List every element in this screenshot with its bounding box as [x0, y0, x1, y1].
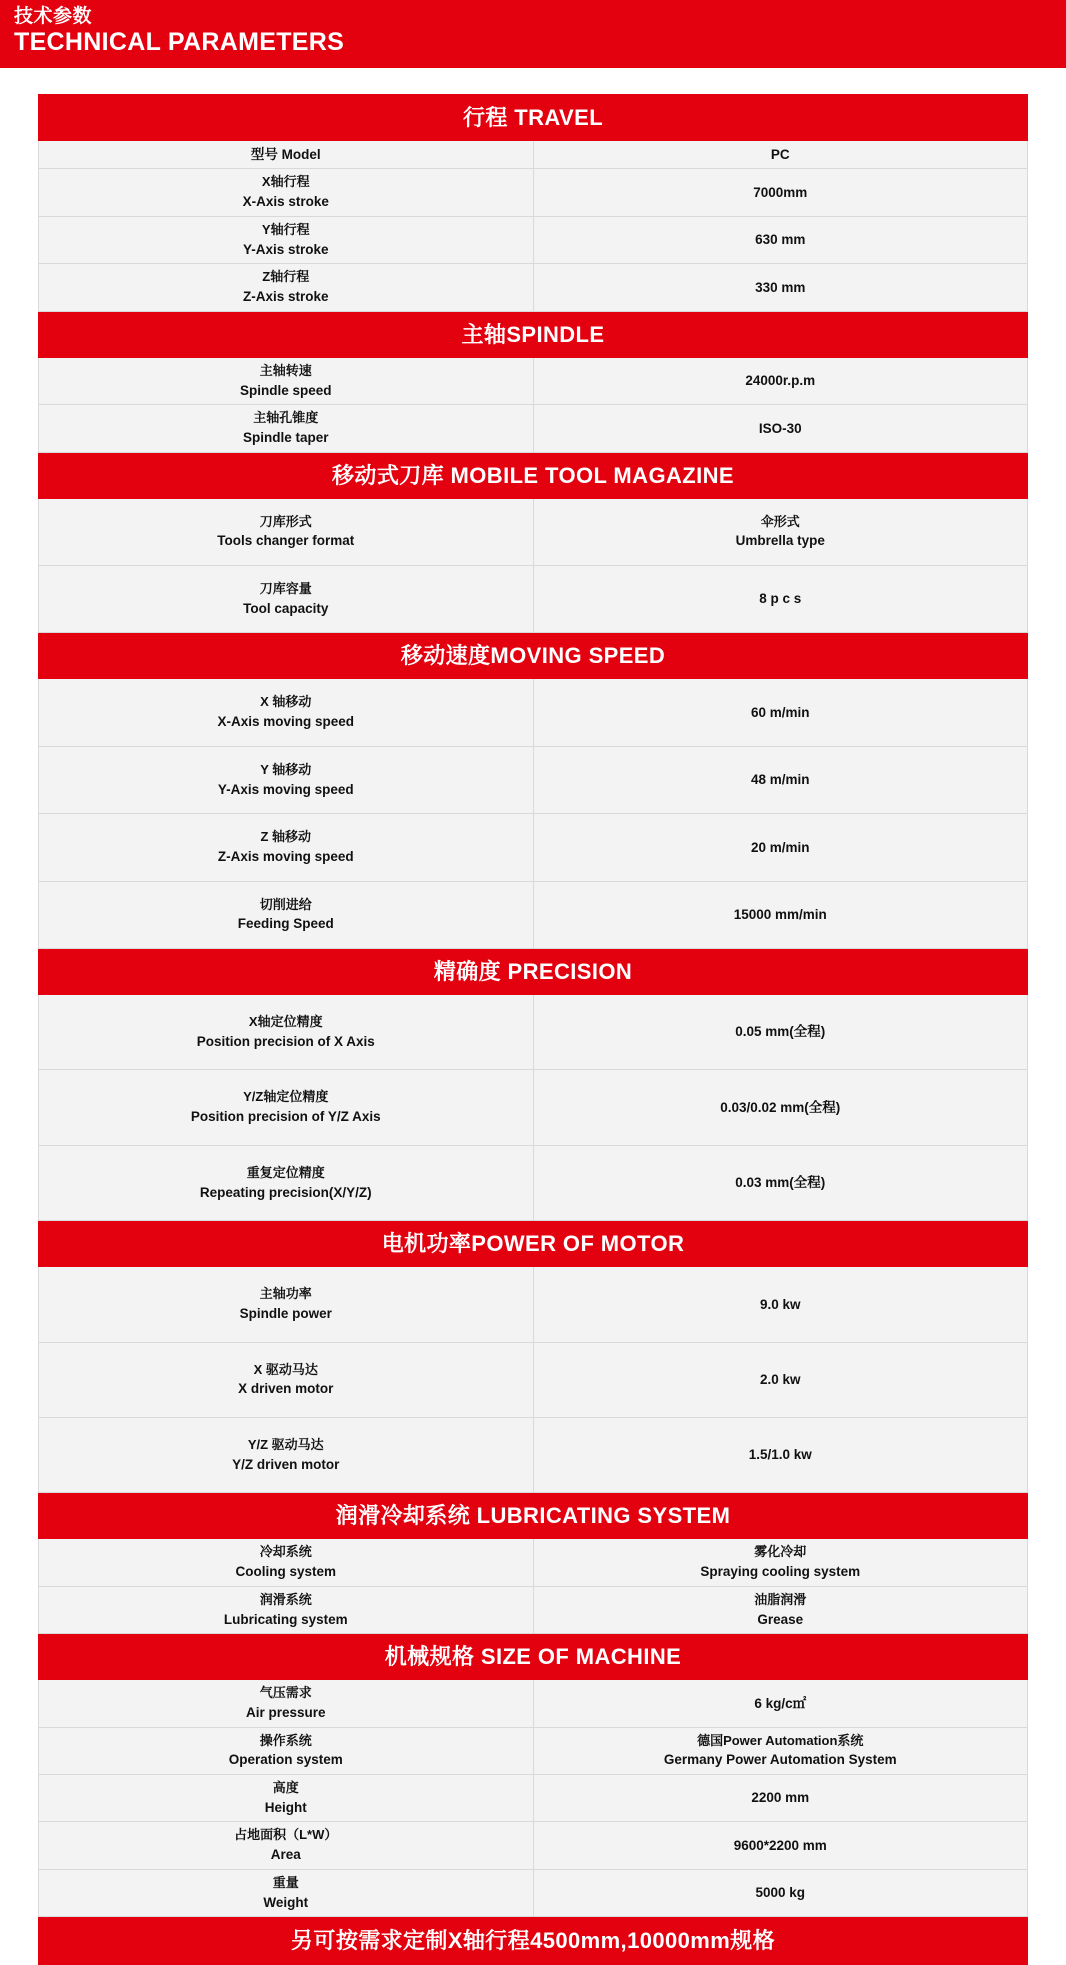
spec-label-cn: X 驱动马达 — [253, 1361, 318, 1377]
spec-label-cell — [39, 746, 534, 813]
section-header-label: 移动式刀库 MOBILE TOOL MAGAZINE — [39, 452, 1028, 498]
spec-label-cn: 气压需求 — [259, 1685, 312, 1701]
spec-value-en: Germany Power Automation System — [663, 1752, 897, 1768]
spec-label-cn: 切削进给 — [259, 896, 312, 912]
spec-value-cell — [533, 1417, 1028, 1492]
spec-label-en: Spindle power — [239, 1306, 332, 1321]
spec-label-cn: 重复定位精度 — [246, 1164, 325, 1180]
spec-value-cn: 油脂润滑 — [754, 1591, 807, 1607]
section-header-row — [39, 94, 1028, 140]
spec-label-cn: 刀库容量 — [259, 580, 312, 596]
specifications-table-body — [39, 94, 1028, 1964]
spec-value-en: 6 kg/c㎡ — [754, 1695, 807, 1711]
spec-row — [39, 1417, 1028, 1492]
spec-label-en: Height — [264, 1799, 307, 1815]
spec-label-cell — [39, 498, 534, 565]
spec-label-en: Y-Axis moving speed — [217, 781, 354, 797]
section-header-row — [39, 1493, 1028, 1539]
spec-label-en: Repeating precision(X/Y/Z) — [199, 1184, 372, 1200]
spec-label-cn: 主轴孔锥度 — [253, 410, 319, 426]
specifications-table — [38, 94, 1028, 1965]
spec-value-en: 2.0 kw — [759, 1371, 801, 1387]
spec-row — [39, 1267, 1028, 1342]
spec-value-cell — [533, 814, 1028, 881]
section-header-row — [39, 633, 1028, 679]
spec-value-cell — [533, 1342, 1028, 1417]
spec-label-cn: 主轴转速 — [259, 362, 312, 378]
spec-label-cn: 占地面积（L*W） — [234, 1827, 338, 1843]
spec-row — [39, 140, 1028, 169]
spec-value-en: 7000mm — [753, 184, 808, 200]
spec-row — [39, 881, 1028, 948]
spec-value-en: 2200 mm — [751, 1790, 810, 1806]
spec-label-cell — [39, 1822, 534, 1869]
spec-row — [39, 169, 1028, 216]
spec-label-en: Cooling system — [235, 1564, 337, 1580]
spec-value-cell — [533, 405, 1028, 452]
spec-row — [39, 216, 1028, 263]
spec-label-cell — [39, 814, 534, 881]
spec-row — [39, 1680, 1028, 1727]
section-header-label: 主轴SPINDLE — [39, 311, 1028, 357]
spec-label-en: Air pressure — [245, 1705, 326, 1721]
spec-label-en: Y/Z driven motor — [232, 1456, 340, 1472]
spec-row — [39, 1070, 1028, 1145]
spec-label-cn: X 轴移动 — [260, 694, 312, 710]
spec-value-cell — [533, 565, 1028, 632]
spec-value-en: Spraying cooling system — [700, 1564, 861, 1580]
spec-label-cn: Y/Z 驱动马达 — [247, 1436, 324, 1452]
spec-row — [39, 746, 1028, 813]
spec-label-cell — [39, 1775, 534, 1822]
footer-note-label: 另可按需求定制X轴行程4500mm,10000mm规格 — [39, 1917, 1028, 1965]
spec-label-cn: 刀库形式 — [259, 513, 312, 529]
spec-row — [39, 814, 1028, 881]
spec-label-cell — [39, 1586, 534, 1633]
spec-value-cell — [533, 994, 1028, 1069]
spec-row — [39, 1539, 1028, 1586]
spec-value-cn: 雾化冷却 — [754, 1544, 807, 1560]
spec-label-en: Feeding Speed — [237, 916, 334, 932]
spec-row — [39, 565, 1028, 632]
spec-label-en: Area — [270, 1847, 301, 1863]
section-header-row — [39, 1221, 1028, 1267]
spec-label-cn: X轴定位精度 — [248, 1013, 323, 1029]
spec-value-cell — [533, 1822, 1028, 1869]
spec-row — [39, 679, 1028, 746]
spec-label-en: Z-Axis stroke — [242, 289, 329, 305]
spec-row — [39, 357, 1028, 404]
spec-value-cell — [533, 1145, 1028, 1220]
spec-value-cell — [533, 1680, 1028, 1727]
spec-label-cell — [39, 1070, 534, 1145]
section-header-label: 行程 TRAVEL — [39, 94, 1028, 140]
spec-label-cell — [39, 1145, 534, 1220]
page-title-en: TECHNICAL PARAMETERS — [14, 28, 345, 57]
spec-value-en: Grease — [757, 1611, 804, 1627]
spec-value-en: 630 mm — [755, 232, 806, 248]
spec-value-en: 0.05 mm(全程) — [735, 1024, 826, 1040]
page-header-banner — [0, 0, 1066, 68]
spec-value-cell — [533, 1775, 1028, 1822]
spec-label-en: Lubricating system — [223, 1611, 348, 1627]
spec-value-en: 9.0 kw — [759, 1296, 801, 1312]
spec-row — [39, 1145, 1028, 1220]
spec-label-cell — [39, 140, 534, 169]
spec-label-cell — [39, 264, 534, 311]
spec-value-cell — [533, 881, 1028, 948]
spec-label-cell — [39, 1727, 534, 1774]
spec-label-cn: Z轴行程 — [262, 269, 310, 285]
spec-label-cn: 冷却系统 — [259, 1544, 312, 1560]
spec-label-cn: 润滑系统 — [259, 1591, 312, 1607]
spec-value-cell — [533, 216, 1028, 263]
spec-label-cn: 重量 — [272, 1874, 299, 1890]
spec-value-en: 9600*2200 mm — [733, 1837, 827, 1853]
spec-value-en: 5000 kg — [755, 1885, 806, 1901]
spec-label-en: Operation system — [228, 1752, 343, 1768]
spec-label-cell — [39, 216, 534, 263]
spec-label-cn: X轴行程 — [261, 174, 310, 190]
section-header-label: 精确度 PRECISION — [39, 948, 1028, 994]
section-header-label: 移动速度MOVING SPEED — [39, 633, 1028, 679]
spec-value-en: 0.03/0.02 mm(全程) — [720, 1099, 841, 1115]
spec-label-cn: 主轴功率 — [259, 1286, 312, 1302]
section-header-label: 润滑冷却系统 LUBRICATING SYSTEM — [39, 1493, 1028, 1539]
spec-value-cell — [533, 1869, 1028, 1916]
spec-label-en: Position precision of Y/Z Axis — [190, 1109, 381, 1125]
spec-label-cn: Y/Z轴定位精度 — [243, 1089, 329, 1105]
spec-value-en: 24000r.p.m — [745, 373, 816, 389]
spec-label-cell — [39, 357, 534, 404]
section-header-row — [39, 452, 1028, 498]
spec-label-cell — [39, 1869, 534, 1916]
spec-label-cell — [39, 1417, 534, 1492]
spec-value-cell — [533, 1727, 1028, 1774]
spec-label-en: Position precision of X Axis — [196, 1033, 375, 1049]
spec-value-cell — [533, 264, 1028, 311]
spec-label-cn: Y 轴移动 — [260, 761, 312, 777]
spec-value-en: ISO-30 — [758, 420, 802, 436]
spec-label-en: Weight — [263, 1894, 309, 1910]
spec-value-cell — [533, 1539, 1028, 1586]
spec-value-en: Umbrella type — [735, 533, 825, 549]
spec-value-cell — [533, 746, 1028, 813]
spec-row — [39, 264, 1028, 311]
page-title-cn: 技术参数 — [14, 6, 93, 27]
header-spacer — [0, 68, 1066, 94]
section-header-row — [39, 1634, 1028, 1680]
spec-label-cell — [39, 169, 534, 216]
spec-label-en: X-Axis stroke — [242, 194, 329, 210]
spec-label-cn: Z 轴移动 — [260, 829, 312, 845]
spec-value-en: 15000 mm/min — [733, 906, 827, 922]
section-header-row — [39, 948, 1028, 994]
spec-value-en: 330 mm — [755, 279, 806, 295]
section-header-row — [39, 311, 1028, 357]
footer-note-row — [39, 1917, 1028, 1965]
spec-label-cell — [39, 1539, 534, 1586]
spec-value-en: PC — [770, 146, 790, 162]
spec-label-en: Spindle taper — [242, 429, 329, 445]
spec-value-en: 0.03 mm(全程) — [735, 1175, 826, 1191]
spec-label-en: X-Axis moving speed — [217, 714, 355, 730]
spec-value-cell — [533, 1267, 1028, 1342]
spec-value-cn: 德国Power Automation系统 — [697, 1732, 864, 1748]
spec-row — [39, 1727, 1028, 1774]
spec-value-cell — [533, 498, 1028, 565]
spec-label-cn: 高度 — [272, 1780, 299, 1795]
spec-label-cn: Y轴行程 — [261, 221, 310, 237]
spec-label-en: Spindle speed — [239, 382, 332, 398]
spec-label-cell — [39, 679, 534, 746]
spec-label-cell — [39, 994, 534, 1069]
spec-value-cell — [533, 1070, 1028, 1145]
spec-label-cn: 操作系统 — [259, 1732, 312, 1748]
spec-label-cell — [39, 565, 534, 632]
spec-value-en: 60 m/min — [750, 704, 810, 720]
spec-row — [39, 1869, 1028, 1916]
spec-value-cell — [533, 679, 1028, 746]
spec-row — [39, 1342, 1028, 1417]
spec-label-en: Z-Axis moving speed — [217, 848, 354, 864]
spec-value-en: 8 p c s — [759, 591, 802, 607]
spec-label-en: Tool capacity — [243, 600, 329, 616]
spec-row — [39, 498, 1028, 565]
spec-label-cell — [39, 1680, 534, 1727]
spec-label-text: 型号 Model — [250, 146, 321, 162]
spec-row — [39, 1822, 1028, 1869]
section-header-label: 机械规格 SIZE OF MACHINE — [39, 1634, 1028, 1680]
spec-value-cell — [533, 140, 1028, 169]
spec-row — [39, 1586, 1028, 1633]
spec-label-cell — [39, 405, 534, 452]
spec-value-en: 1.5/1.0 kw — [748, 1447, 812, 1463]
spec-value-en: 20 m/min — [750, 839, 810, 855]
spec-value-cell — [533, 1586, 1028, 1633]
spec-label-en: Y-Axis stroke — [242, 241, 329, 257]
spec-label-cell — [39, 881, 534, 948]
spec-value-cn: 伞形式 — [760, 513, 800, 529]
section-header-label: 电机功率POWER OF MOTOR — [39, 1221, 1028, 1267]
spec-row — [39, 405, 1028, 452]
spec-label-en: X driven motor — [238, 1381, 334, 1397]
spec-label-cell — [39, 1267, 534, 1342]
spec-label-en: Tools changer format — [217, 533, 355, 549]
spec-value-en: 48 m/min — [750, 772, 810, 788]
spec-value-cell — [533, 357, 1028, 404]
spec-value-cell — [533, 169, 1028, 216]
spec-label-cell — [39, 1342, 534, 1417]
spec-row — [39, 1775, 1028, 1822]
spec-row — [39, 994, 1028, 1069]
